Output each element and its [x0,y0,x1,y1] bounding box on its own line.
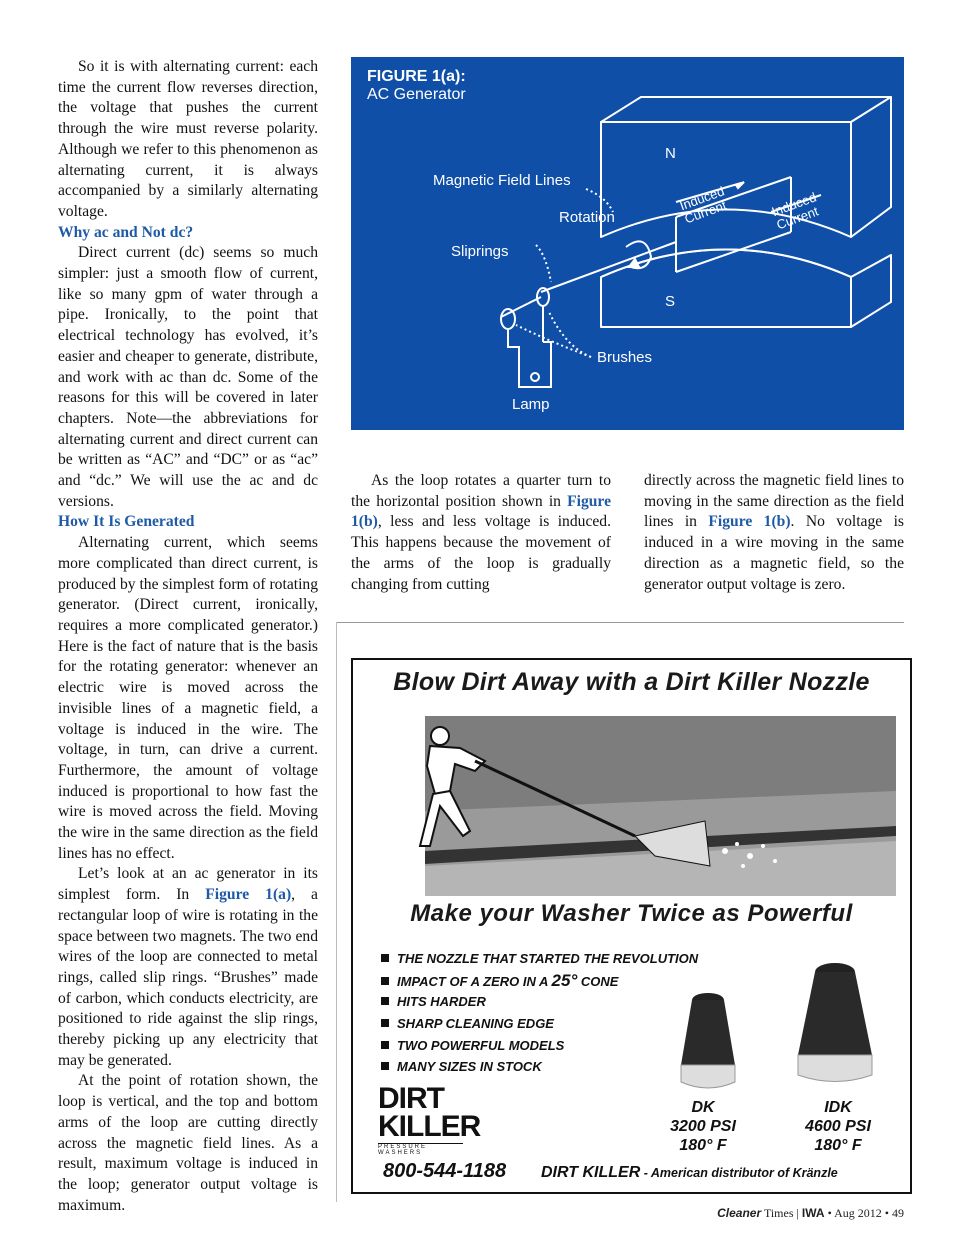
paragraph: So it is with alternating current: each time the current flow reverses direction, the voltage that pushes the current through the wire must reverse polarity. Although we refer to this phenomenon as alternating current, it is always accompanied by a similarly alternating voltage. [58,58,318,220]
paragraph: As the loop rotates a quarter turn to the horizontal position shown in Figure 1(b), less and less voltage is induced. This happens because the movement of the arms of the loop is gradually changing from cutting [351,472,611,593]
bullet-icon [381,997,389,1005]
divider [336,622,904,623]
section-heading: How It Is Generated [58,513,195,531]
figure-link[interactable]: Figure 1(b) [351,492,611,531]
list-item: HITS HARDER [381,991,698,1013]
label-sliprings: Sliprings [451,243,509,260]
middle-column [351,471,611,595]
bullet-icon [381,1062,389,1070]
paragraph: Alternating current, which seems more complicated than direct current, is produced by the simplest form of rotating generator. (Direct current, ironically, requires a more complicated generator.) Here is the fact of nature that is the basis for the rotating generator: whenever an electric wire is moved across the invisible lines of a magnetic field, a voltage is induced in the wire. The voltage, in turn, can drive a current. Furthermore, the amount of voltage induced is proportional to how fast the wire is moved across the field. Moving the wire in the same direction as the field lines has no effect. [58,534,318,862]
list-item: TWO POWERFUL MODELS [381,1035,698,1057]
bullet-icon [381,1041,389,1049]
figure-link[interactable]: Figure 1(a) [205,886,292,904]
label-south: S [665,293,676,310]
label-induced-current: Induced Current [677,183,729,227]
phone-number[interactable]: 800-544-1188 [383,1160,507,1182]
nozzle-dk-image [673,990,743,1095]
left-column [58,57,318,1216]
feature-list [381,948,698,1078]
list-item: THE NOZZLE THAT STARTED THE REVOLUTION [381,948,698,970]
product-idk: IDK 4600 PSI 180° F [805,1099,871,1154]
right-column [644,471,904,595]
bullet-icon [381,977,389,985]
bullet-icon [381,954,389,962]
paragraph: directly across the magnetic field lines to moving in the same direction as the field lines in Figure 1(b). No voltage is induced in a wire moving in the same direction as a magnetic field, so the generator output voltage is zero. [644,472,904,593]
label-rotation: Rotation [559,209,615,226]
distributor-line: DIRT KILLER - American distributor of Kränzle [541,1164,838,1181]
paragraph: Direct current (dc) seems so much simpler: just a smooth flow of current, like so many gpm of water through a pipe. Ironically, to the point that electrical technology has evolved, it’s easier and cheaper to generate, distribute, and work with ac than dc. Some of the reasons for this will be covered in later chapters. Note—the abbreviations for alternating current and direct current can be written as “AC” and “DC” or as “ac” and “dc.” We will use the ac and dc versions. [58,244,318,510]
ac-generator-diagram [351,57,904,430]
dirt-killer-logo: DIRT KILLER PRESSURE WASHERS [378,1082,481,1156]
ad-headline: Blow Dirt Away with a Dirt Killer Nozzle [393,668,870,696]
figure-title: FIGURE 1(a): AC Generator [367,68,466,103]
figure-ac-generator [351,57,904,430]
paragraph: Let’s look at an ac generator in its simplest form. In Figure 1(a), a rectangular loop of wire is rotating in the space between two magnets. The two end wires of the loop are connected to metal rings, called slip rings. “Brushes” made of carbon, which conducts electricity, are positioned to ride against the slip rings, thereby picking up any electricity that may be generated. [58,865,318,1069]
page-footer: Cleaner Times | IWA • Aug 2012 • 49 [717,1206,904,1220]
label-brushes: Brushes [597,349,653,366]
nozzle-idk-image [790,960,880,1090]
section-heading: Why ac and Not dc? [58,223,194,241]
label-lamp: Lamp [512,396,550,413]
list-item: IMPACT OF A ZERO IN A 25° CONE [381,970,698,992]
paragraph: At the point of rotation shown, the loop is vertical, and the top and bottom arms of the loop are cutting directly across the magnetic field lines. As a result, maximum voltage is induced in the loop; generator output voltage is maximum. [58,1072,318,1214]
ad-subheadline: Make your Washer Twice as Powerful [410,900,853,927]
product-dk: DK 3200 PSI 180° F [670,1099,736,1154]
figure-link[interactable]: Figure 1(b) [708,513,791,531]
pressure-washer-illustration [365,716,896,896]
divider [336,622,337,1202]
label-induced-current: Induced Current [769,189,821,233]
advertisement[interactable] [351,658,912,1194]
list-item: MANY SIZES IN STOCK [381,1056,698,1078]
label-field-lines: Magnetic Field Lines [433,172,571,189]
label-north: N [665,145,676,162]
bullet-icon [381,1019,389,1027]
list-item: SHARP CLEANING EDGE [381,1013,698,1035]
